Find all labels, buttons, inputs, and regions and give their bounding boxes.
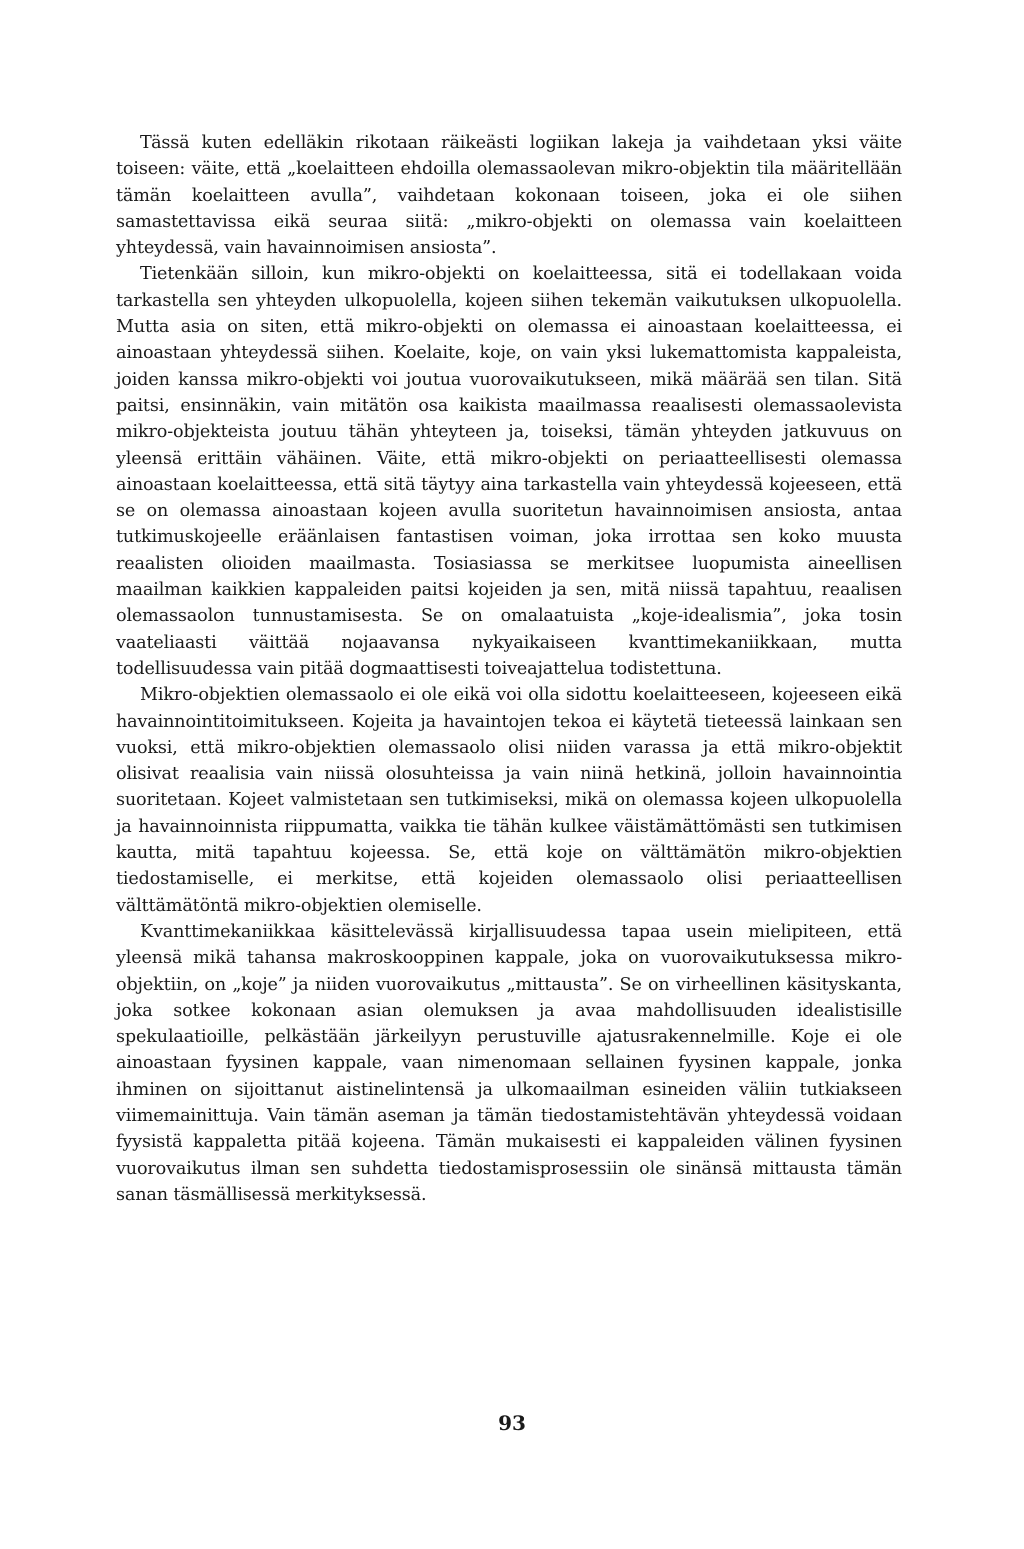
paragraph-3: Mikro-objektien olemassaolo ei ole eikä voi olla sidottu koelaitteeseen, kojeeseen eikä havainnointitoimitukseen. Kojeita ja havaintojen tekoa ei käytetä tieteessä lainkaan sen vuoksi, että mikro-objektien olemassaolo olisi niiden varassa ja että mikro-objektit olisivat reaalisia vain niissä olosuhteissa ja vain niinä hetkinä, jolloin havainnointia suoritetaan. Kojeet valmistetaan sen tutkimiseksi, mikä on olemassa kojeen ulkopuolella ja havainnoinnista riippumatta, vaikka tie tähän kulkee väistämättömästi sen tutkimisen kautta, mitä tapahtuu kojeessa. Se, että koje on välttämätön mikro-objektien tiedostamiselle, ei merkitse, että kojeiden olemassaolo olisi periaatteellisen välttämätöntä mikro-objektien olemiselle. — [116, 685, 902, 916]
paragraph-4: Kvanttimekaniikkaa käsittelevässä kirjallisuudessa tapaa usein mielipiteen, että yleensä mikä tahansa makroskooppinen kappale, joka on vuorovaikutuksessa mikro-objektiin, on „koje” ja niiden vuorovaikutus „mittausta”. Se on virheellinen käsityskanta, joka sotkee kokonaan asian olemuksen ja avaa mahdollisuuden idealistisille spekulaatioille, pelkästään järkeilyyn perustuville ajatusrakennelmille. Koje ei ole ainoastaan fyysinen kappale, vaan nimenomaan sellainen fyysinen kappale, jonka ihminen on sijoittanut aistinelintensä ja ulkomaailman esineiden väliin tutkiakseen viimemainittuja. Vain tämän aseman ja tämän tiedostamistehtävän yhteydessä voidaan fyysistä kappaletta pitää kojeena. Tämän mukaisesti ei kappaleiden välinen fyysinen vuorovaikutus ilman sen suhdetta tiedostamisprosessiin ole sinänsä mittausta tämän sanan täsmällisessä merkityksessä. — [116, 921, 902, 1205]
page-number: 93 — [498, 1411, 526, 1435]
page-body — [116, 130, 902, 1208]
paragraph-1: Tässä kuten edelläkin rikotaan räikeästi logiikan lakeja ja vaihdetaan yksi väite toiseen: väite, että „koelaitteen ehdoilla olemassaolevan mikro-objektin tila määritellään tämän koelaitteen avulla”, vaihdetaan kokonaan toiseen, joka ei ole siihen samastettavissa eikä seuraa siitä: „mikro-objekti on olemassa vain koelaitteen yhteydessä, vain havainnoimisen ansiosta”. — [116, 133, 902, 259]
paragraph-2: Tietenkään silloin, kun mikro-objekti on koelaitteessa, sitä ei todellakaan voida tarkastella sen yhteyden ulkopuolella, kojeen siihen tekemän vaikutuksen ulkopuolella. Mutta asia on siten, että mikro-objekti on olemassa ei ainoastaan koelaitteessa, ei ainoastaan yhteydessä siihen. Koelaite, koje, on vain yksi lukemattomista kappaleista, joiden kanssa mikro-objekti voi joutua vuorovaikutukseen, mikä määrää sen tilan. Sitä paitsi, ensinnäkin, vain mitätön osa kaikista maailmassa reaalisesti olemassaolevista mikro-objekteista joutuu tähän yhteyteen ja, toiseksi, tämän yhteyden jatkuvuus on yleensä erittäin vähäinen. Väite, että mikro-objekti on periaatteellisesti olemassa ainoastaan koelaitteessa, että sitä täytyy aina tarkastella vain yhteydessä kojeeseen, että se on olemassa ainoastaan kojeen avulla suoritetun havainnoimisen ansiosta, antaa tutkimuskojeelle eräänlaisen fantastisen voiman, joka irrottaa sen koko muusta reaalisten olioiden maailmasta. Tosiasiassa se merkitsee luopumista aineellisen maailman kaikkien kappaleiden paitsi kojeiden ja sen, mitä niissä tapahtuu, reaalisen olemassaolon tunnustamisesta. Se on omalaatuista „koje-idealismia”, joka tosin vaateliaasti väittää nojaavansa nykyaikaiseen kvanttimekaniikkaan, mutta todellisuudessa vain pitää dogmaattisesti toiveajattelua todistettuna. — [116, 264, 902, 679]
